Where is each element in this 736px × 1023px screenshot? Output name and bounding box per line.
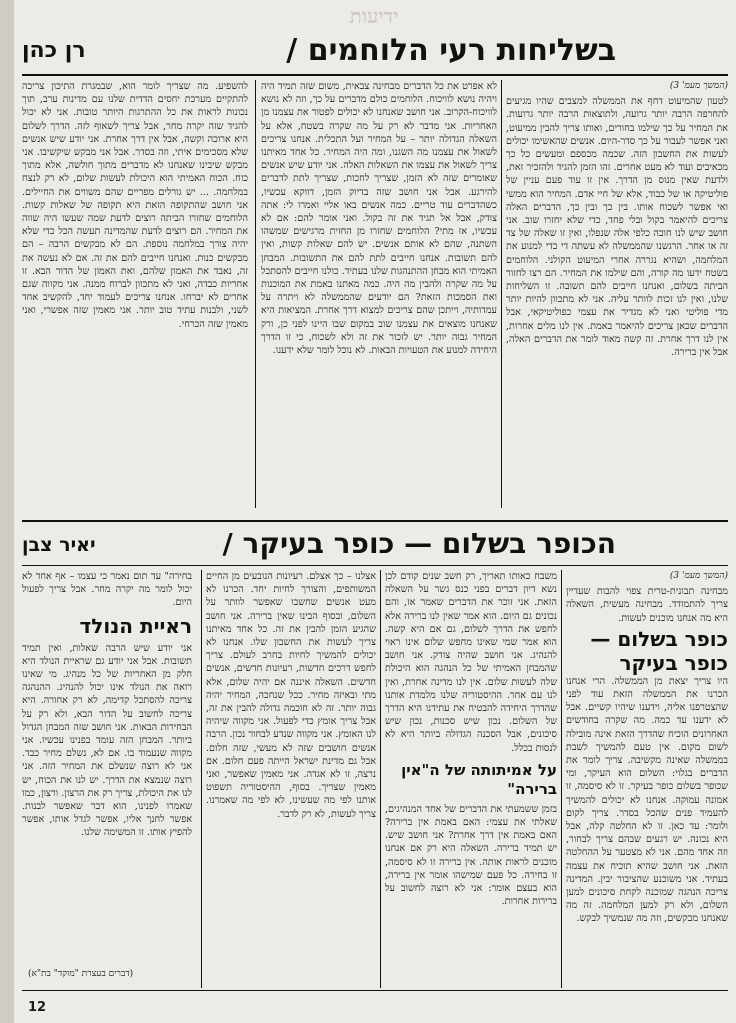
bottom-page-rule <box>22 990 728 991</box>
top-article-column-left <box>22 80 248 508</box>
bottom-title-top-rule <box>22 520 728 522</box>
continued-note: (המשך מעמ' 3) <box>669 571 728 581</box>
page-number: 12 <box>28 1000 47 1015</box>
column-divider <box>501 80 502 508</box>
column-subheading: על אמיתותה של ה"אין ברירה" <box>401 760 557 798</box>
bottom-column-right-body: היו צריך יצאת מן הממשלה. הרי אנחנו הכרנו את הממשלה הזאת עוד לפני שהצטרפנו אליה, וידענו שיהיו קשיים. אבל לא ידענו עד כמה. מה שקרה בחודשים האחרונים הוכיח שהדרך הזאת אינה מובילה לשום מקום. אין טעם להמשיך לשבת בממשלה שאינה מקשיבה. צריך לומר את הדברים בגלוי: השלום הוא העיקר, ומי שכופר בשלום כופר בעיקר. זו לא סיסמה, זו אמונה עמוקה. אנחנו לא יכולים להמשיך להעמיד פנים שהכל בסדר. צריך לקום ולומר: עד כאן. זו לא החלטה קלה, אבל היא נכונה. יש רגעים שבהם צריך לבחור, וזה אחד מהם. אני לא מצטער על ההחלטה הזאת. אני חושב שהיא תוכיח את עצמה בעתיד. אני משוכנע שהציבור יבין. המדינה צריכה הנהגה שמוכנה לקחת סיכונים למען השלום, ולא רק למען המלחמה. זה מה שאנחנו מבקשים, וזה מה שנמשיך לבקש. <box>566 675 728 925</box>
top-column-right-text: לטעון שהמיעוט דחף את הממשלה למצבים שהיו מגיעים להחרפה הרבה יותר גרועה, ולתוצאות הרבה יותר גרועות. את המחיר על כך שילמו בחורים, ואותו צריך להבין ממיעוט, ואני אפשר לעבור על כך סדר-היום. אנשים שהאשימו יכולים לעשות את החשבון הזה. שכמה מכספם ומעשים כל כך מכאיבים ועוד לא מעט אחרים. זהו הזמן להגיד ולהזכיר זאת, ולדעת שאין מנוס מן הדרך. אין זו עוד פעם עניין של פוליטיקה או של כבוד, אלא של חיי אדם. המחיר הוא ממשי ואי אפשר לשכוח אותו. בין כך ובין כך, הדברים האלה צריכים להיאמר בקול ובלי פחד, כדי שלא יחזרו שוב. אני חושב שיש לנו חובה כלפי אלה שנפלו, ואין זו שאלה של צד זה או אחר. הרגשנו שהממשלה לא עשתה די כדי למנוע את המלחמה, ושהיא נגררה אחרי המיעוט הקולני. הלוחמים בשטח ידעו מה קורה, והם שילמו את המחיר. הם רצו לחזור הביתה בשלום, ואנחנו חייבים להם תשובה. זו השליחות שלנו, ואין לנו זכות לוותר עליה. אני לא מתכוון להיות יותר מדי פוליטי ואני לא מגדיר את עצמי כפוליטיקאי, אבל הדברים שכאן צריכים להיאמר באמת. אין לנו מלים אחרות, אין לנו דרך אחרת. זה קשה מאוד לומר את הדברים האלה, אבל אין ברירה. <box>506 96 728 359</box>
top-article-title: בשליחות רעי הלוחמים / <box>286 33 616 68</box>
bottom-article-title: הכופר בשלום — כופר בעיקר / <box>222 527 616 560</box>
column-divider <box>201 570 202 988</box>
bottom-column-left-body: אני יודע שיש הרבה שאלות, ואין תמיד תשובות. אבל אני יודע גם שראיית הנולד היא חלק מן האחריות של כל מנהיג. מי שאינו רואה את הנולד אינו יכול להנהיג. ההנהגה צריכה להסתכל קדימה, לא רק אחורה. היא צריכה לחשוב על הדור הבא, ולא רק על הבחירות הבאות. אני חושב שזה המבחן הגדול ביותר. המבחן הזה עומד בפנינו עכשיו. אני מקווה שנעמוד בו. אם לא, נשלם מחיר כבד. אני לא רוצה שנשלם את המחיר הזה. אני רוצה שנמצא את הדרך. יש לנו את הכוח, יש לנו את היכולת, צריך רק את הרצון. ורצון, כמו שאמרו לפנינו, הוא דבר שאפשר לבנות. אפשר לחנך אליו, אפשר לגדל אותו, אפשר להפיץ אותו. זו המשימה שלנו. <box>22 642 192 839</box>
bottom-column-left-top: בחירה" עד תום נאמר כי עצמו – אף אחד לא יכול לומר מה יקרה מחר. אבל צריך לפעול היום. <box>22 571 192 609</box>
column-divider <box>380 570 381 988</box>
bottom-title-rule <box>22 565 728 566</box>
column-subheading: ראיית הנולד <box>79 613 192 638</box>
bottom-article-column-mid-right <box>385 570 557 988</box>
column-divider <box>561 570 562 988</box>
bottom-column-right-intro: מבחינה תבונית-טרית צפוי להבות שעדיין צריך להתמודד. מבחינה מעשית, השאלה היא מה אנחנו מוכנים לעשות. <box>566 586 728 624</box>
top-column-left-text: להשפיע. מה שצריך לומר הוא, שבמגרת התיכון צריכה להתקיים מערכת יחסים הדדית שלנו עם מדינות ערב, תוך נכונות לראות את כל ההתרגות היותר טובות. אני לא יכול להגיד שזה יקרה מחר, אבל צריך לשאוף לזה. הדרך לשלום היא ארוכה וקשה, אבל אין דרך אחרת. אני יודע שיש אנשים שלא מסכימים איתי, וזה בסדר. אבל אני מבקש שיקשיבו. אני מבקש שיבינו שאנחנו לא מדברים מתוך חולשה, אלא מתוך כוח. הכוח האמיתי הוא היכולת לעשות שלום, לא רק לנצח במלחמה. ... יש גורלים מפריים שהם משווים את החיילים. אני חושב שהתקופה הזאת היא תקופה של שאלות קשות. הלוחמים שחזרו הביתה רוצים לדעת שמה שעשו היה שווה את המחיר. הם רוצים לדעת שהמדינה תעשה הכל כדי שלא יהיה צורך במלחמה נוספת. הם לא מבקשים הרבה – הם מבקשים כנות. ואנחנו חייבים להם את זה. אם לא נעשה את זה, נאבד את האמון שלהם, ואת האמון של הדור הבא. זו אחריות כבדה, ואני לא מתכוון לברוח ממנה. אני מקווה שגם אחרים לא יברחו. אנחנו צריכים לעמוד יחד, להקשיב אחד לשני, ולבנות עתיד טוב יותר. אני מאמין שזה אפשרי, ואני מאמין שזה הכרחי. <box>22 81 248 330</box>
bottom-column-mid-right-body: בזמן ששמעתי את הדברים של אחד המנהיגים, שאלתי את עצמי: האם באמת אין ברירה? האם באמת אין דרך אחרת? אני חושב שיש. יש תמיד ברירה. השאלה היא רק אם אנחנו מוכנים לראות אותה. אין ברירה זו לא סיסמה, זו בחירה. כל פעם שמישהו אומר אין ברירה, הוא בעצם אומר: אני לא רוצה לחשוב על ברירות אחרות. <box>385 803 557 908</box>
article-credit: (דברים בעצרת "מוקד" בת"א) <box>28 969 134 979</box>
continued-note: (המשך מעמ' 3) <box>669 81 728 91</box>
bottom-article-column-right <box>566 570 728 988</box>
top-article-author: רן כהן <box>22 38 86 63</box>
faded-page-header: ידיעות <box>349 4 399 28</box>
bottom-article-author: יאיר צבן <box>22 534 96 556</box>
bottom-column-mid-right-text: משבח כאותו תאריך, רק חשב שנים קודם לכן נשא דיון דברים בפני כנס גשר על השאלה הזאת. אני זוכר את הדברים שאמר אז, והם נכונים גם היום. הוא אמר שאין לנו ברירה אלא לחפש את הדרך לשלום, גם אם היא קשה. הוא אמר שמי שאינו מחפש שלום אינו ראוי להנהיג. אני חושב שהיה צודק. אני חושב שהמבחן האמיתי של כל הנהגה הוא היכולת שלה לעשות שלום. אין לנו מדינה אחרת, ואין לנו עם אחר. ההיסטוריה שלנו מלמדת אותנו שהדרך היחידה להבטיח את עתידנו היא הדרך של השלום. נכון שיש סכנות, נכון שיש סיכונים, אבל הסכנה הגדולה ביותר היא לא לנסות בכלל. <box>385 571 557 754</box>
newspaper-page <box>14 0 736 1023</box>
bottom-article-column-left <box>22 570 192 962</box>
top-article-column-right <box>506 80 728 508</box>
column-divider <box>255 80 256 508</box>
column-subheading: כופר בשלום — כופר בעיקר <box>590 626 728 675</box>
top-title-rule <box>22 74 728 76</box>
top-article-column-middle <box>261 80 497 508</box>
bottom-article-column-mid-left <box>206 570 376 988</box>
bottom-column-mid-left-text: אצלנו – כך אצלם. רעיונות הנובעים מן החיים המשותפים, והצורך לחיות יחד. הכרנו לא מעט אנשים שחשבו שאפשר לוותר על השלום, ובסוף הבינו שאין ברירה. אני חושב שהגיע הזמן להבין את זה. כל אחד מאיתנו צריך לעשות את החשבון שלו. אנחנו לא יכולים להמשיך לחיות בחרב לעולם. צריך לחפש דרכים חדשות, רעיונות חדשים, אנשים חדשים. השאלה איננה אם יהיה שלום, אלא מתי ובאיזה מחיר. ככל שנחכה, המחיר יהיה גבוה יותר. זה לא חוכמה גדולה להבין את זה, אבל צריך אומץ כדי לפעול. אני מקווה שיהיה לנו האומץ. אני מקווה שנדע לבחור נכון. הרבה אנשים חושבים שזה לא מעשי, שזה חלום. אבל גם מדינת ישראל הייתה פעם חלום. אם נרצה, זו לא אגדה. אני מאמין שאפשר, ואני מאמין שצריך. בסוף, ההיסטוריה תשפוט אותנו לפי מה שעשינו, לא לפי מה שאמרנו. צריך לעשות, לא רק לדבר. <box>206 571 376 820</box>
top-column-middle-text: לא אפרט את כל הדברים מבחינה צבאית, משום שזה תמיד היה ויהיה נושא לוויכוח. הלוחמים כולם מדברים על כך, וזה לא נושא לוויכוח-הקרוב. אני חושב שאנחנו לא יכולים לפטור את עצמנו מן האחריות. אני מדבר לא רק על מה שקרה בשטח, אלא על השאלה הגדולה יותר – על המחיר ועל התכלית. אנחנו צריכים לשאול את עצמנו מה השגנו, ומה היה המחיר. כל אחד מאיתנו צריך לשאול את עצמו את השאלות האלה. אני יודע שיש אנשים שאומרים שזה לא הזמן, שצריך לחכות, שצריך לתת לדברים להירגע. אבל אני חושב שזה בדיוק הזמן, דווקא עכשיו, כשהדברים עוד טריים. כמה אנשים באו אליי ואמרו לי: אתה צודק, אבל אל תגיד את זה בקול. ואני אומר להם: אם לא עכשיו, אז מתי? הלוחמים שחזרו מן החזית מרגישים שמשהו השתנה, שהם לא אותם אנשים. יש להם שאלות קשות, ואין להם תשובות. אנחנו חייבים לתת להם את התשובות. המבחן האמיתי הוא מבחן ההתנהגות שלנו בעתיד. כולנו חייבים להסתכל על מה שקרה ולהבין מה היה. כמה מאתנו באמת את המוכנות ואת הסמכות הזאת? הם יודעים שהממשלה לא ויתרה על עמדותיה, וייתכן שהם צריכים למצוא דרך אחרת. המציאות היא שאנחנו מוצאים את עצמנו שוב במקום שבו היינו לפני כן, ורק המחיר גבוה יותר. יש לזכור את זה ולא לשכוח, כי זו הדרך היחידה למנוע את הטעויות הבאות. לא נוכל לומר שלא ידענו. <box>261 81 497 357</box>
